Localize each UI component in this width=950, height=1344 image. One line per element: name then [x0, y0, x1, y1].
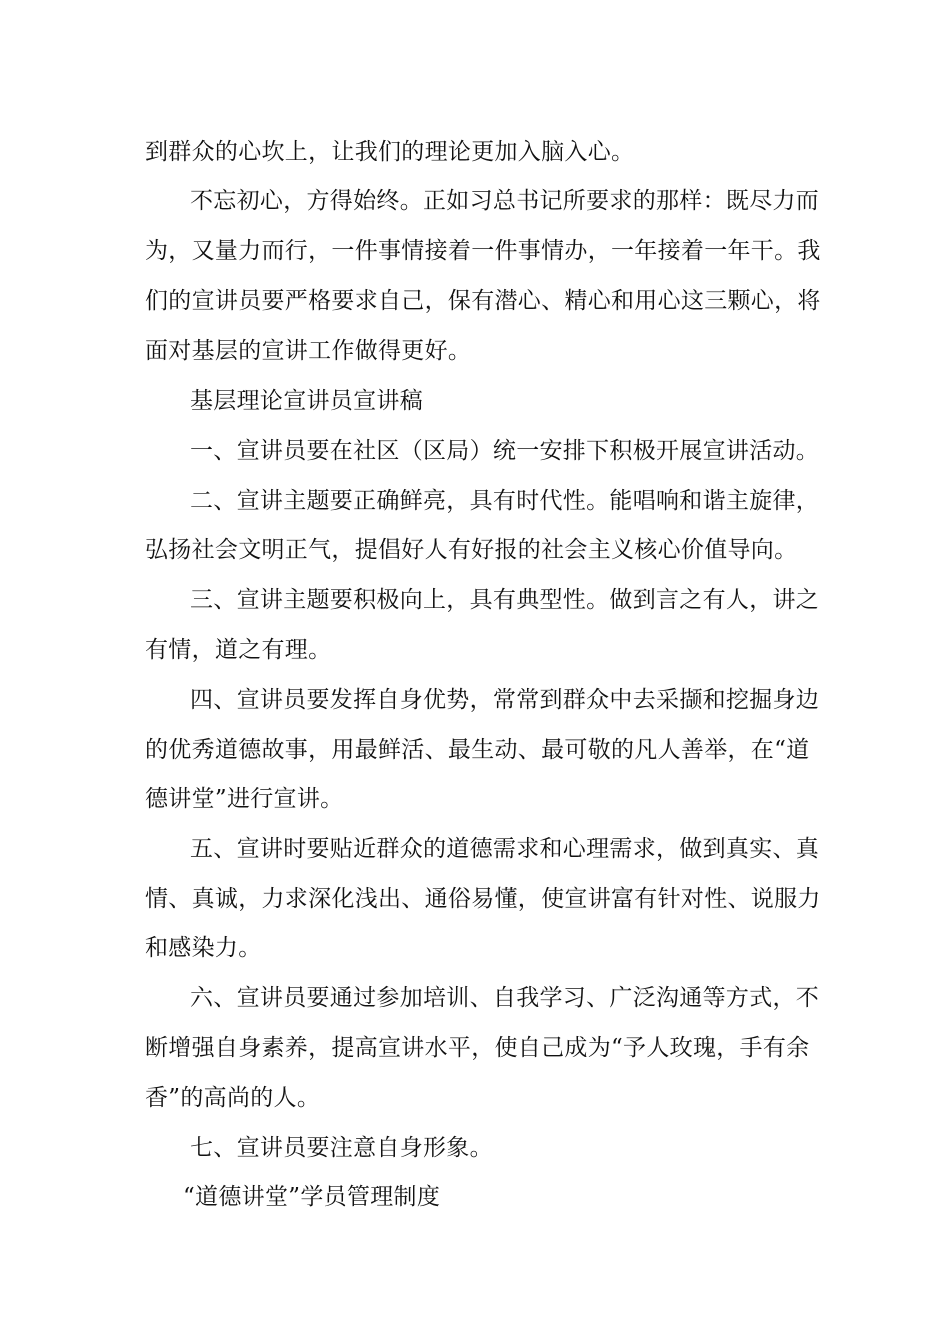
- section-heading: 基层理论宣讲员宣讲稿: [190, 388, 423, 414]
- text-line: 断增强自身素养，提高宣讲水平，使自己成为“予人玫瑰，手有余: [145, 1035, 810, 1061]
- text-line: 一、宣讲员要在社区（区局）统一安排下积极开展宣讲活动。: [190, 438, 820, 464]
- text-line: 德讲堂”进行宣讲。: [145, 786, 344, 812]
- text-line: 四、宣讲员要发挥自身优势，常常到群众中去采撷和挖掘身边: [190, 687, 820, 713]
- text-line: 面对基层的宣讲工作做得更好。: [145, 338, 472, 364]
- section-heading: “道德讲堂”学员管理制度: [183, 1184, 441, 1210]
- text-line: 三、宣讲主题要积极向上，具有典型性。做到言之有人，讲之: [190, 587, 820, 613]
- text-line: 情、真诚，力求深化浅出、通俗易懂，使宣讲富有针对性、说服力: [145, 886, 821, 912]
- text-line: 的优秀道德故事，用最鲜活、最生动、最可敬的凡人善举，在“道: [145, 737, 810, 763]
- text-line: 六、宣讲员要通过参加培训、自我学习、广泛沟通等方式，不: [190, 985, 820, 1011]
- text-line: 有情，道之有理。: [145, 637, 332, 663]
- text-line: 弘扬社会文明正气，提倡好人有好报的社会主义核心价值导向。: [145, 537, 798, 563]
- text-line: 香”的高尚的人。: [145, 1085, 321, 1111]
- text-line: 二、宣讲主题要正确鲜亮，具有时代性。能唱响和谐主旋律，: [190, 488, 820, 514]
- text-line: 和感染力。: [145, 935, 262, 961]
- text-line: 不忘初心，方得始终。正如习总书记所要求的那样：既尽力而: [190, 188, 820, 214]
- text-line: 五、宣讲时要贴近群众的道德需求和心理需求，做到真实、真: [190, 836, 820, 862]
- text-line: 们的宣讲员要严格要求自己，保有潜心、精心和用心这三颗心，将: [145, 288, 821, 314]
- text-line: 为，又量力而行，一件事情接着一件事情办，一年接着一年干。我: [145, 238, 821, 264]
- text-line: 七、宣讲员要注意自身形象。: [190, 1135, 493, 1161]
- text-line: 到群众的心坎上，让我们的理论更加入脑入心。: [145, 139, 635, 165]
